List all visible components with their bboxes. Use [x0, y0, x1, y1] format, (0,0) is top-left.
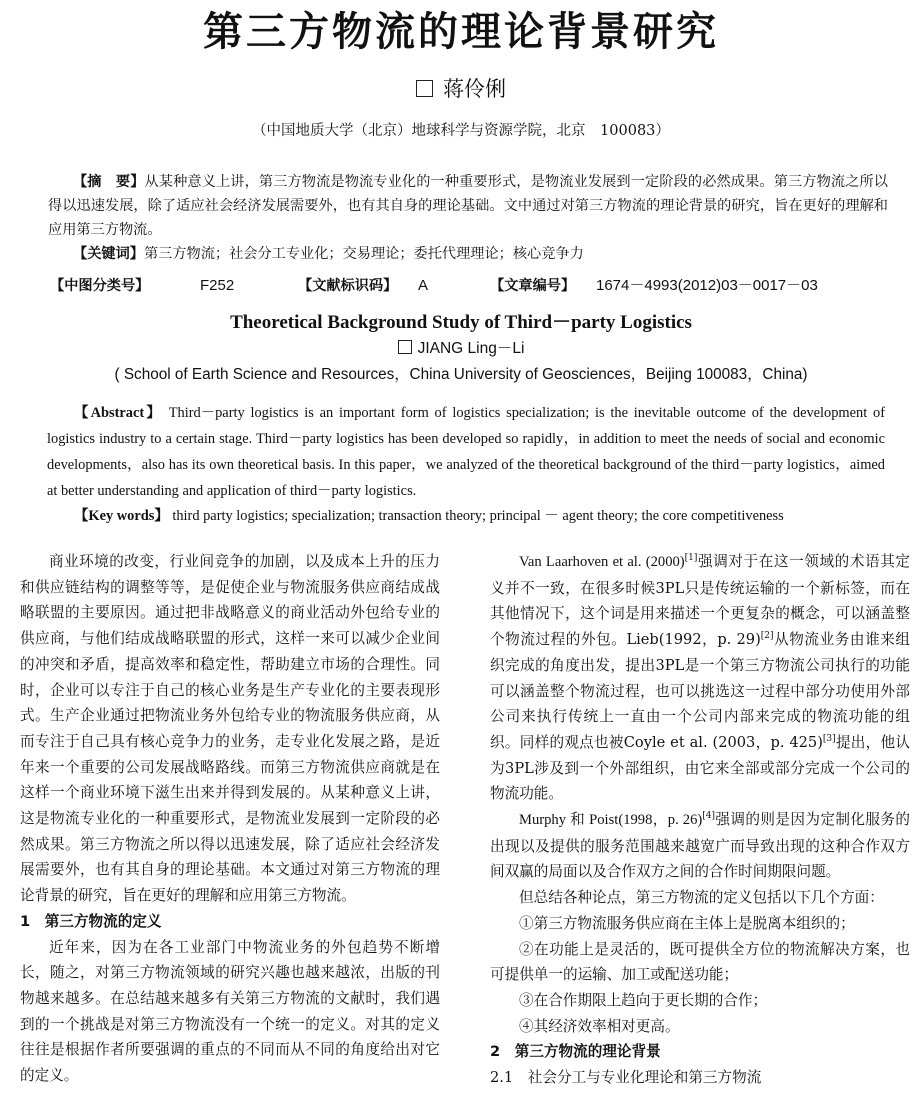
classification-row — [50, 274, 890, 298]
chinese-keywords — [48, 242, 888, 266]
summary-paragraph: 但总结各种论点，第三方物流的定义包括以下几个方面： — [519, 889, 884, 907]
abstract-label: 【摘 要】 — [73, 174, 145, 190]
english-abstract-text: Third－party logistics is an important form of logistics specialization; is the inevitable outcome of the development of logistics industry to a certain stage. Third－party logistics has been developed so rapidly，in addition to meet the needs of social and economic developments，also has its own theoretical basis. In this paper，we analyzed of the theoretical background of the third－party logistics，aimed at better understanding and application of third－party logistics. — [47, 405, 885, 499]
english-abstract — [47, 400, 885, 504]
list-item: ④其经济效率相对更高。 — [519, 1017, 680, 1035]
page-title: 第三方物流的理论背景研究 — [203, 9, 719, 55]
english-author-line — [0, 338, 922, 360]
square-icon — [398, 340, 412, 354]
section-2-heading: 2 第三方物流的理论背景 — [490, 1043, 661, 1061]
section-1-paragraph: 近年来，因为在各工业部门中物流业务的外包趋势不断增长，随之，对第三方物流领域的研究兴趣也越来越浓，出版的刊物越来越多。在总结越来越多有关第三方物流的文献时，我们遇到的一个挑战是对第三方物流没有一个统一的定义。对其的定义往往是根据作者所要强调的重点的不同而从不同的角度给出对它的定义。 — [20, 938, 440, 1085]
citation-1: [1] — [684, 553, 698, 563]
english-keywords-label: 【Key words】 — [74, 508, 169, 524]
english-affiliation: ( School of Earth Science and Resources，China University of Geosciences，Beijing 100083，China) — [114, 366, 808, 383]
author-name: 蒋伶俐 — [443, 77, 506, 101]
citation-3: [3] — [822, 733, 836, 744]
keywords-text: 第三方物流；社会分工专业化；交易理论；委托代理理论；核心竞争力 — [143, 246, 584, 262]
intro-paragraph: 商业环境的改变，行业间竞争的加剧，以及成本上升的压力和供应链结构的调整等等，是促使企业与物流服务供应商结成战略联盟的主要原因。通过把非战略意义的商业活动外包给专业的供应商，与他们结成战略联盟的形式，这样一来可以减少企业间的冲突和矛盾，提高效率和稳定性，帮助建立市场的合理性。同时，企业可以专注于自己的核心业务是生产专业化的主要表现形式。生产企业通过把物流业务外包给专业的物流服务供应商，从而专注于自己具有核心竞争力的业务，走专业化发展之路，是近年来一个重要的公司发展战略路线。而第三方物流供应商就是在这样一个商业环境下滋生出来并得到发展的。从某种意义上讲，这是物流专业化的一种重要形式，是物流业发展到一定阶段的必然成果。第三方物流之所以得以迅速发展，除了适应社会经济发展需要外，也有其自身的理论基础。本文通过对第三方物流的理论背景的研究，旨在更好的理解和应用第三方物流。 — [20, 553, 440, 905]
english-abstract-label: 【Abstract】 — [74, 405, 163, 421]
affiliation: （中国地质大学（北京）地球科学与资源学院，北京 100083） — [252, 123, 670, 139]
body-right-column — [490, 549, 910, 1091]
doc-code-label: 【文献标识码】 — [298, 278, 398, 294]
chinese-abstract — [48, 170, 888, 242]
section-2-1-heading: 2.1 社会分工与专业化理论和第三方物流 — [490, 1069, 762, 1087]
list-item: ②在功能上是灵活的，既可提供全方位的物流解决方案，也可提供单一的运输、加工或配送功能； — [490, 940, 910, 984]
article-no-value: 1674－4993(2012)03－0017－03 — [596, 277, 818, 294]
citation-4: [4] — [702, 811, 715, 822]
doc-code-value: A — [418, 277, 429, 294]
keywords-label: 【关键词】 — [73, 246, 144, 262]
square-icon — [416, 80, 433, 97]
english-keywords — [47, 504, 885, 528]
body-left-column — [20, 549, 440, 1089]
english-title: Theoretical Background Study of Third－party Logistics — [230, 312, 692, 333]
citation-2: [2] — [760, 631, 774, 642]
english-author-name: JIANG Ling－Li — [417, 340, 525, 357]
clc-label: 【中图分类号】 — [50, 278, 150, 294]
section-1-heading: 1 第三方物流的定义 — [20, 912, 162, 930]
author-line — [0, 75, 922, 103]
list-item: ③在合作期限上趋向于更长期的合作； — [519, 991, 768, 1009]
article-no-label: 【文章编号】 — [490, 278, 576, 294]
definitions-paragraph: Van Laarhoven et al. (2000)[1]强调对于在这一领域的术语其定义并不一致，在很多时候3PL只是传统运输的一个新标签，而在其他情况下，这个词是用来描述一个更复杂的概念，可以涵盖整个物流过程的外包。Lieb(1992，p. 29)[2]从物流业务由谁来组织完成的角度出发，提出3PL是一个第三方物流公司执行的功能可以涵盖整个物流过程，也可以挑选这一过程中部分功使用外部公司来执行传统上一直由一个公司内部来完成的物流功能的组织。同样的观点也被Coyle et al. (2003，p. 425)[3]提出，他认为3PL涉及到一个外部组织，由它来全部或部分完成一个公司的物流功能。 — [490, 553, 910, 803]
list-item: ①第三方物流服务供应商在主体上是脱离本组织的； — [519, 914, 855, 932]
clc-value: F252 — [200, 277, 235, 294]
english-keywords-text: third party logistics; specialization; transaction theory; principal － agent theory; the core competitiveness — [168, 508, 784, 524]
murphy-paragraph: Murphy 和 Poist(1998，p. 26)[4]强调的则是因为定制化服务的出现以及提供的服务范围越来越宽广而导致出现的这种合作双方间双赢的局面以及合作双方之间的合作时间期限问题。 — [490, 811, 910, 881]
abstract-text: 从某种意义上讲，第三方物流是物流专业化的一种重要形式，是物流业发展到一定阶段的必然成果。第三方物流之所以得以迅速发展，除了适应社会经济发展需要外，也有其自身的理论基础。文中通过对第三方物流的理论背景的研究，旨在更好的理解和应用第三方物流。 — [48, 174, 888, 238]
chinese-abstract-block — [48, 170, 888, 266]
